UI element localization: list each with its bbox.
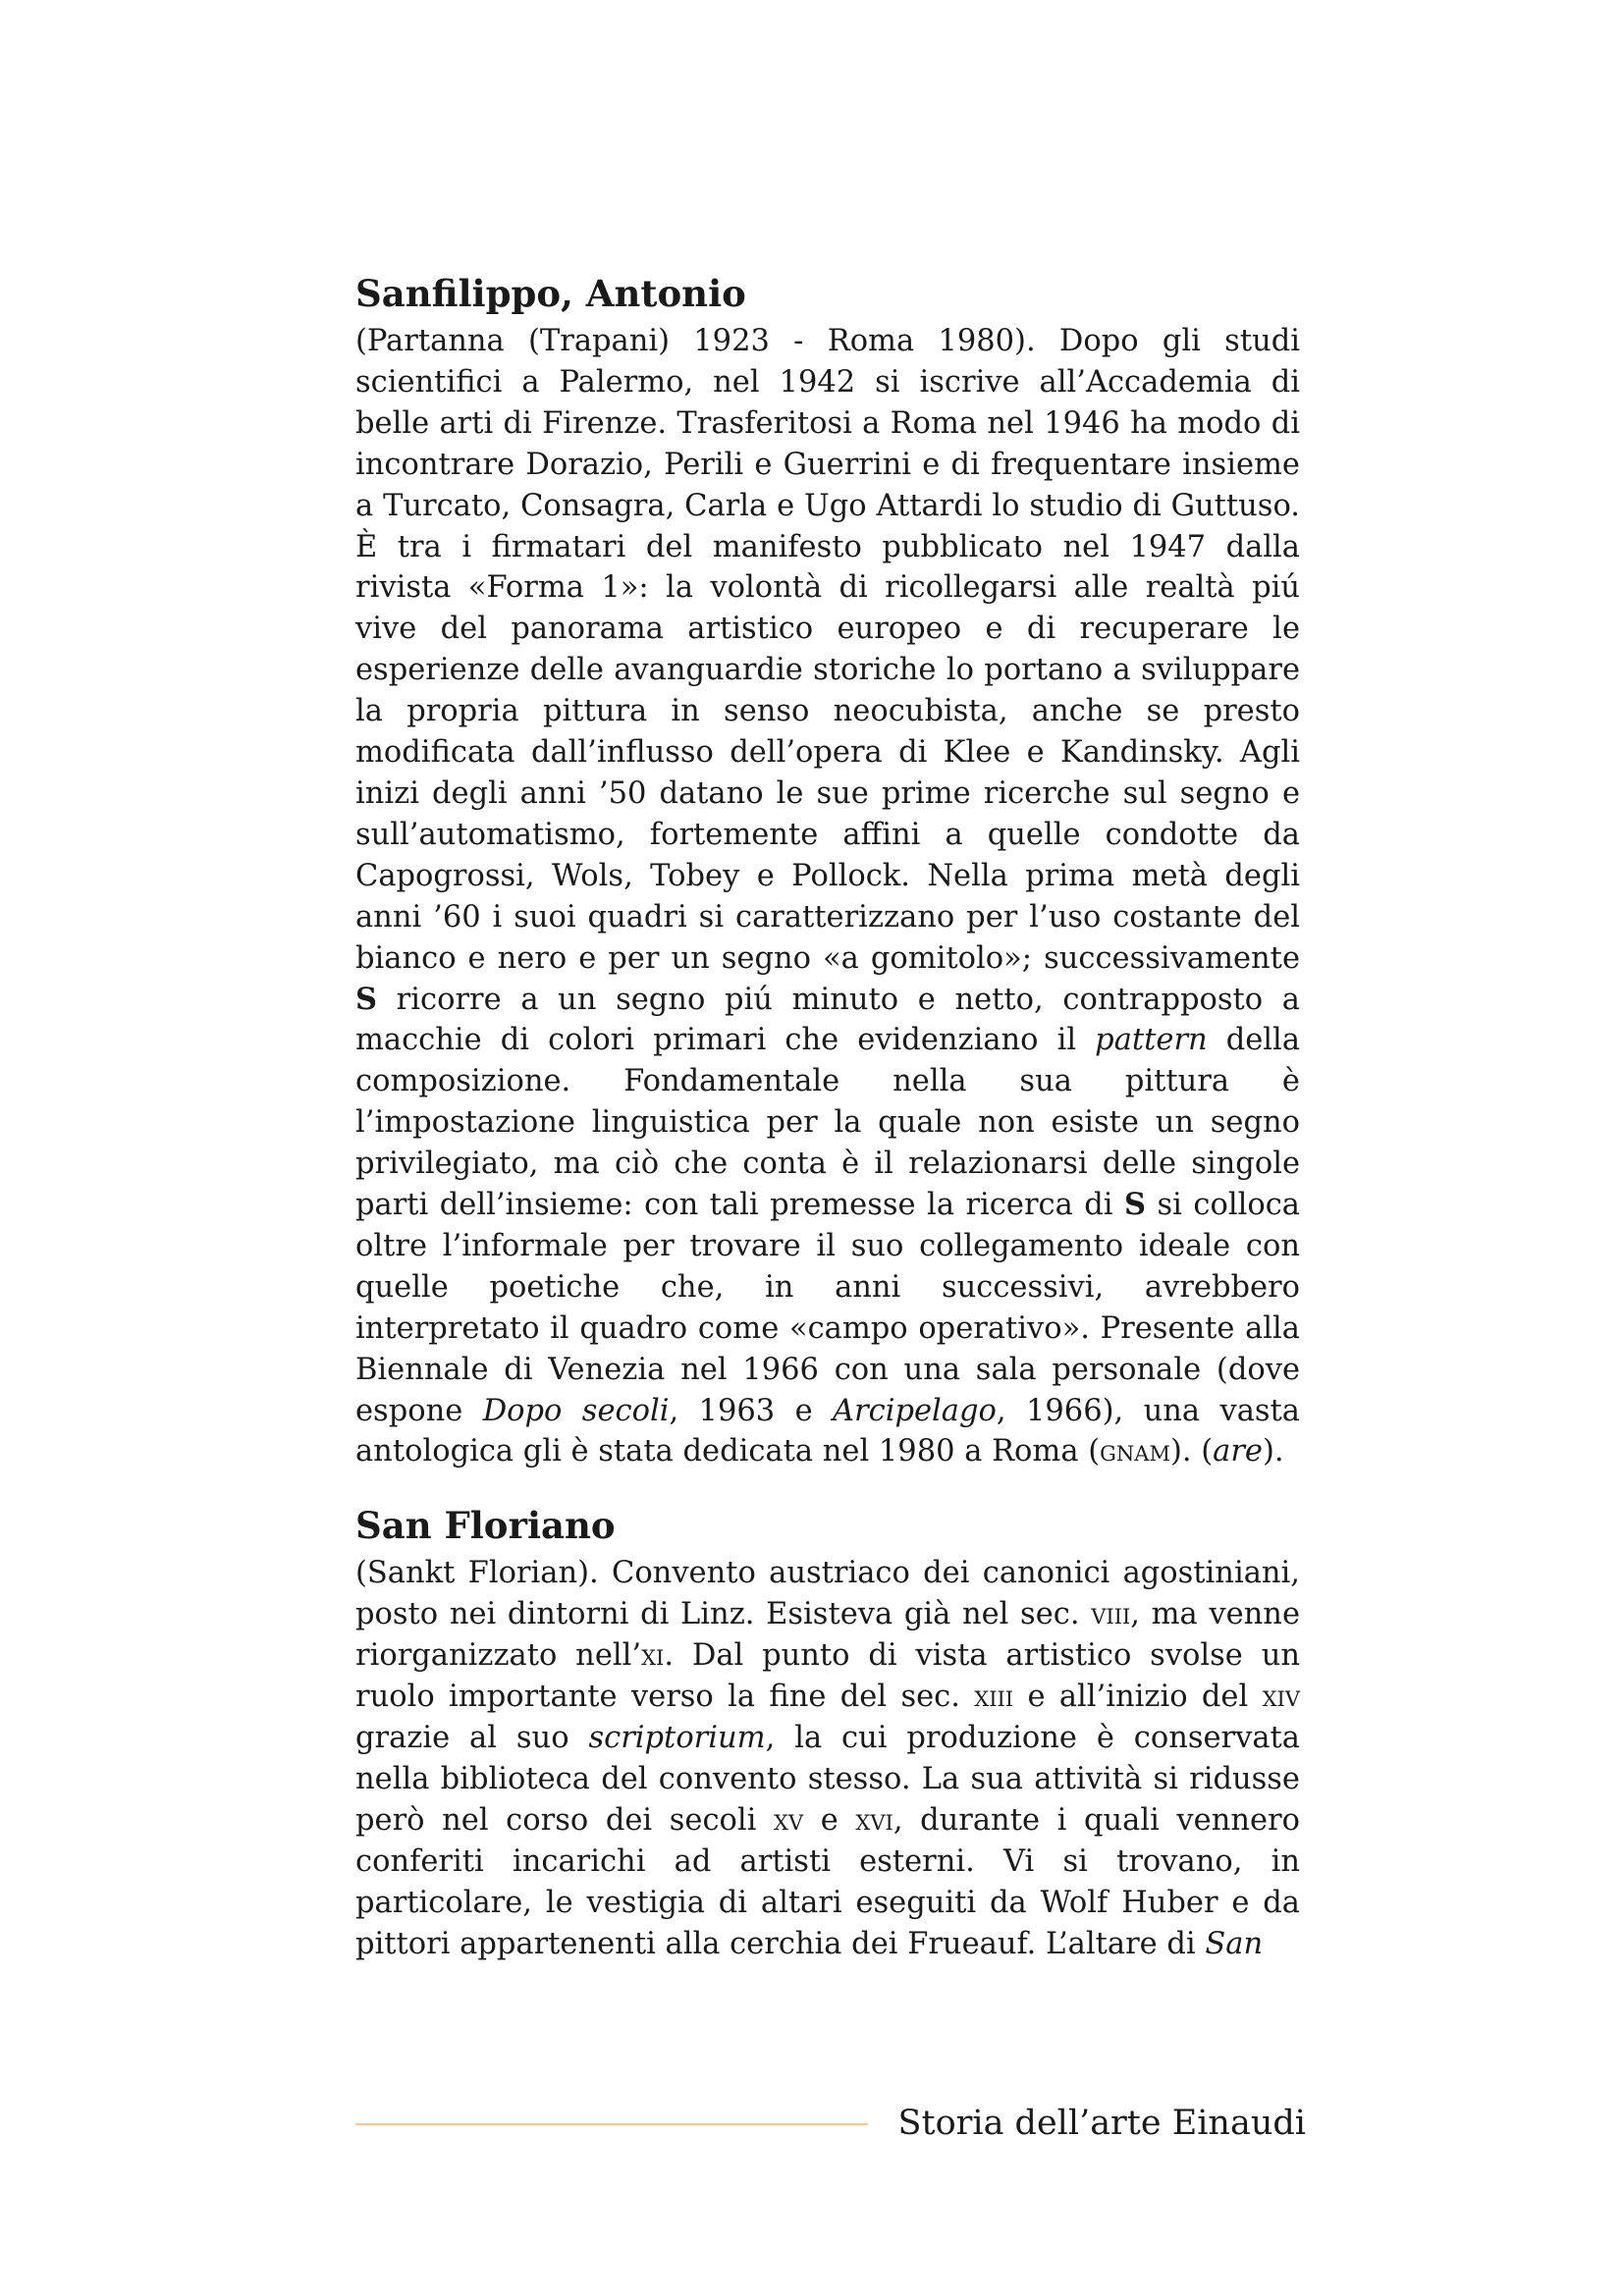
italic-term: scriptorium (588, 1721, 766, 1755)
entry-body-sanfilippo (355, 321, 1300, 1472)
text-run: della composizione. Fondamentale nella sua pittura è l’impostazione linguistica per la quale non esiste un segno privilegiato, ma ciò che conta è il relazionarsi delle singole parti dell’insieme: con tali premesse la ricerca di (355, 1023, 1300, 1223)
text-run: grazie al suo (355, 1721, 589, 1755)
text-run: , durante i quali vennero conferiti incarichi ad artisti esterni. Vi si trovano, in particolare, le vestigia di altari eseguiti da Wolf Huber e da pittori appartenenti alla cerchia dei Frueauf. L’altare di (355, 1802, 1300, 1961)
artwork-title: Arcipelago (833, 1393, 997, 1428)
century-numeral: xv (774, 1802, 804, 1838)
entry-heading-sanfilippo: Sanfilippo, Antonio (355, 272, 746, 315)
italic-term: pattern (1095, 1023, 1208, 1058)
text-run: e all’inizio del (1013, 1680, 1263, 1715)
text-run: (Sankt Florian). Convento austriaco dei canonici agostiniani, posto nei dintorni di Linz. Esisteva già nel sec. (355, 1556, 1300, 1632)
author-initials: are (1213, 1434, 1263, 1469)
page-column (355, 270, 1300, 1964)
century-numeral: viii (1091, 1597, 1131, 1632)
century-numeral: xi (641, 1638, 665, 1674)
entry-divider-space (355, 1472, 1300, 1502)
entry-body-san-floriano (355, 1553, 1300, 1964)
artwork-title: Dopo secoli (482, 1393, 670, 1428)
footer-rule (355, 2123, 868, 2125)
italic-term: San (1205, 1926, 1264, 1961)
text-run: , la cui produzione è conservata nella biblioteca del convento stesso. La sua attività si ridusse però nel corso dei secoli (355, 1721, 1300, 1838)
century-numeral: xiii (974, 1680, 1014, 1715)
footer-title: Storia dell’arte Einaudi (897, 2104, 1306, 2143)
century-numeral: xvi (855, 1802, 893, 1838)
text-run: , 1966), una vasta antologica gli è stata dedicata nel 1980 a Roma ( (355, 1393, 1300, 1469)
text-run: . Dal punto di vista artistico svolse un ruolo importante verso la fine del sec. (355, 1638, 1300, 1715)
century-numeral: xiv (1262, 1680, 1300, 1715)
text-run: , ma venne riorganizzato nell’ (355, 1597, 1301, 1674)
text-run: ricorre a un segno piú minuto e netto, contrapposto a macchie di colori primari che evidenziano il (355, 982, 1300, 1058)
abbrev-s: S (355, 981, 378, 1017)
entry-heading-san-floriano: San Floriano (355, 1504, 616, 1548)
text-run: , 1963 e (669, 1393, 834, 1428)
small-caps-abbrev: gnam (1100, 1434, 1170, 1469)
text-run: si colloca oltre l’informale per trovare il suo collegamento ideale con quelle poetiche che, in anni successivi, avrebbero interpretato il quadro come «campo operativo». Presente alla Biennale di Venezia nel 1966 con una sala personale (dove espone (355, 1188, 1300, 1428)
text-run: ). ( (1169, 1434, 1214, 1469)
text-run: ). (1262, 1434, 1284, 1469)
abbrev-s: S (1124, 1187, 1147, 1223)
text-run: e (803, 1802, 856, 1838)
page-footer (355, 2096, 1306, 2155)
text-run: (Partanna (Trapani) 1923 - Roma 1980). Dopo gli studi scientifici a Palermo, nel 1942 si iscrive all’Accademia di belle arti di Firenze. Trasferitosi a Roma nel 1946 ha modo di incontrare Dorazio, Perili e Guerrini e di frequentare insieme a Turcato, Consagra, Carla e Ugo Attardi lo studio di Guttuso. È tra i firmatari del manifesto pubblicato nel 1947 dalla rivista «Forma 1»: la volontà di ricollegarsi alle realtà piú vive del panorama artistico europeo e di recuperare le esperienze delle avanguardie storiche lo portano a sviluppare la propria pittura in senso neocubista, anche se presto modificata dall’influsso dell’opera di Klee e Kandinsky. Agli inizi degli anni ’50 datano le sue prime ricerche sul segno e sull’automatismo, fortemente affini a quelle condotte da Capogrossi, Wols, Tobey e Pollock. Nella prima metà degli anni ’60 i suoi quadri si caratterizzano per l’uso costante del bianco e nero e per un segno «a gomitolo»; successivamente (355, 324, 1300, 976)
